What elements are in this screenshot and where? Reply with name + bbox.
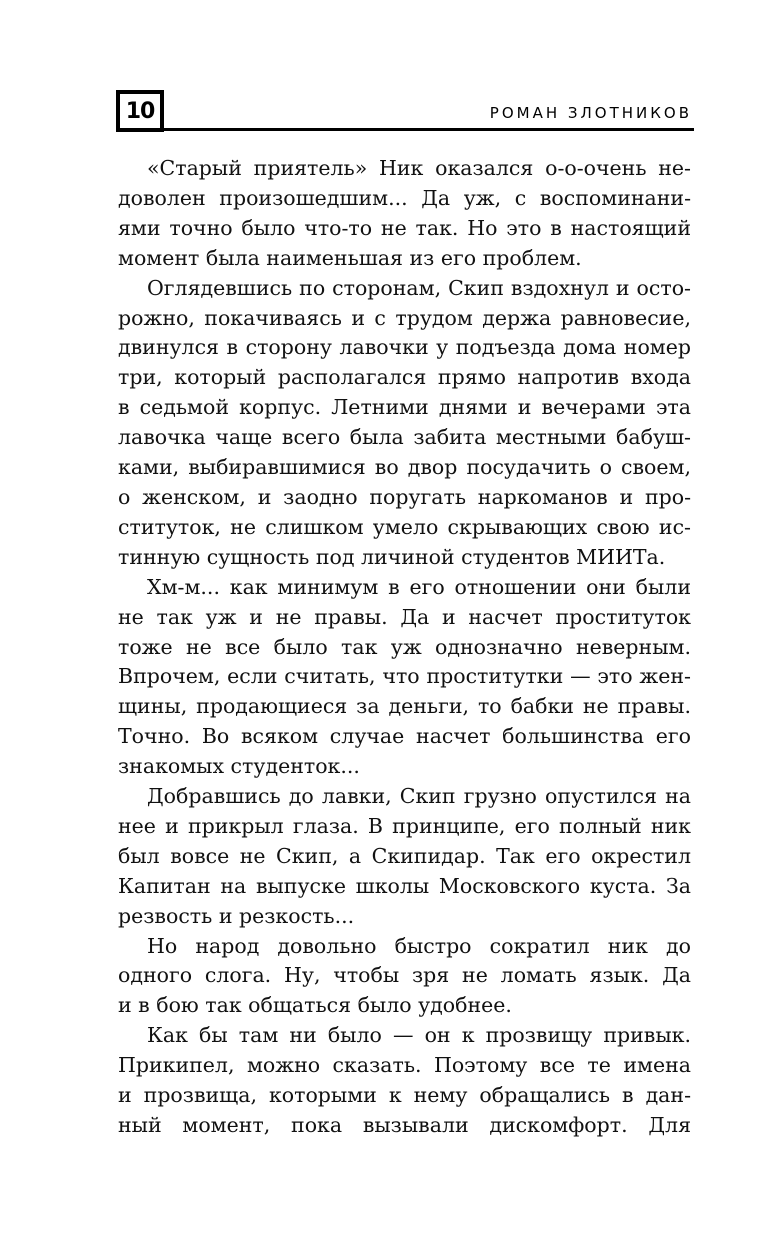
text-line: «Старый приятель» Ник оказался о-о-очень не- xyxy=(147,156,691,180)
text-line: был вовсе не Скип, а Скипидар. Так его окрестил xyxy=(118,843,691,868)
page-number: 10 xyxy=(116,90,164,132)
text-line: знакомых студенток... xyxy=(118,754,360,779)
paragraph xyxy=(118,573,691,782)
text-line: доволен произошедшим... Да уж, с воспоминани- xyxy=(118,185,691,210)
text-line: о женском, и заодно поругать наркоманов и про- xyxy=(118,484,691,509)
text-line: Оглядевшись по сторонам, Скип вздохнул и осто- xyxy=(147,275,691,300)
text-line: момент была наименьшая из его проблем. xyxy=(118,245,582,270)
running-head-author: РОМАН ЗЛОТНИКОВ xyxy=(489,104,692,122)
text-line: лавочка чаще всего была забита местными бабуш- xyxy=(118,425,691,450)
paragraph xyxy=(118,154,691,274)
text-line: и в бою так общаться было удобнее. xyxy=(118,993,512,1018)
text-line: резвость и резкость... xyxy=(118,903,355,928)
text-line: Хм-м... как минимум в его отношении они были xyxy=(147,574,691,599)
text-line: три, который располагался прямо напротив входа xyxy=(118,365,691,390)
body-text xyxy=(118,154,691,1141)
text-line: Капитан на выпуске школы Московского куста. За xyxy=(118,873,691,898)
text-line: рожно, покачиваясь и с трудом держа равновесие, xyxy=(118,305,691,330)
text-line: Добравшись до лавки, Скип грузно опустился на xyxy=(147,784,691,809)
text-line: Но народ довольно быстро сократил ник до xyxy=(147,933,691,958)
text-line: тоже не все было так уж однозначно неверным. xyxy=(118,634,691,659)
text-line: и прозвища, которыми к нему обращались в дан- xyxy=(118,1083,691,1108)
text-line: не так уж и не правы. Да и насчет проституток xyxy=(118,604,691,629)
text-line: одного слога. Ну, чтобы зря не ломать язык. Да xyxy=(118,963,691,988)
text-line: двинулся в сторону лавочки у подъезда дома номер xyxy=(118,335,691,360)
text-line: Как бы там ни было — он к прозвищу привык. xyxy=(147,1023,691,1048)
paragraph xyxy=(118,1021,691,1141)
text-line: тинную сущность под личиной студентов МИИТа. xyxy=(118,544,666,569)
header-rule xyxy=(116,128,694,131)
text-line: ками, выбиравшимися во двор посудачить о своем, xyxy=(118,455,691,480)
text-line: ный момент, пока вызывали дискомфорт. Для xyxy=(118,1113,691,1137)
paragraph xyxy=(118,782,691,932)
text-line: ями точно было что-то не так. Но это в настоящий xyxy=(118,215,691,240)
text-line: Впрочем, если считать, что проститутки — это жен- xyxy=(118,664,691,689)
paragraph xyxy=(118,274,691,573)
text-line: в седьмой корпус. Летними днями и вечерами эта xyxy=(118,395,691,420)
text-line: ституток, не слишком умело скрывающих свою ис- xyxy=(118,514,691,539)
paragraph xyxy=(118,932,691,1022)
text-line: Прикипел, можно сказать. Поэтому все те имена xyxy=(118,1053,691,1078)
text-line: Точно. Во всяком случае насчет большинства его xyxy=(118,724,691,749)
text-line: щины, продающиеся за деньги, то бабки не правы. xyxy=(118,694,691,719)
text-line: нее и прикрыл глаза. В принципе, его полный ник xyxy=(118,813,691,838)
